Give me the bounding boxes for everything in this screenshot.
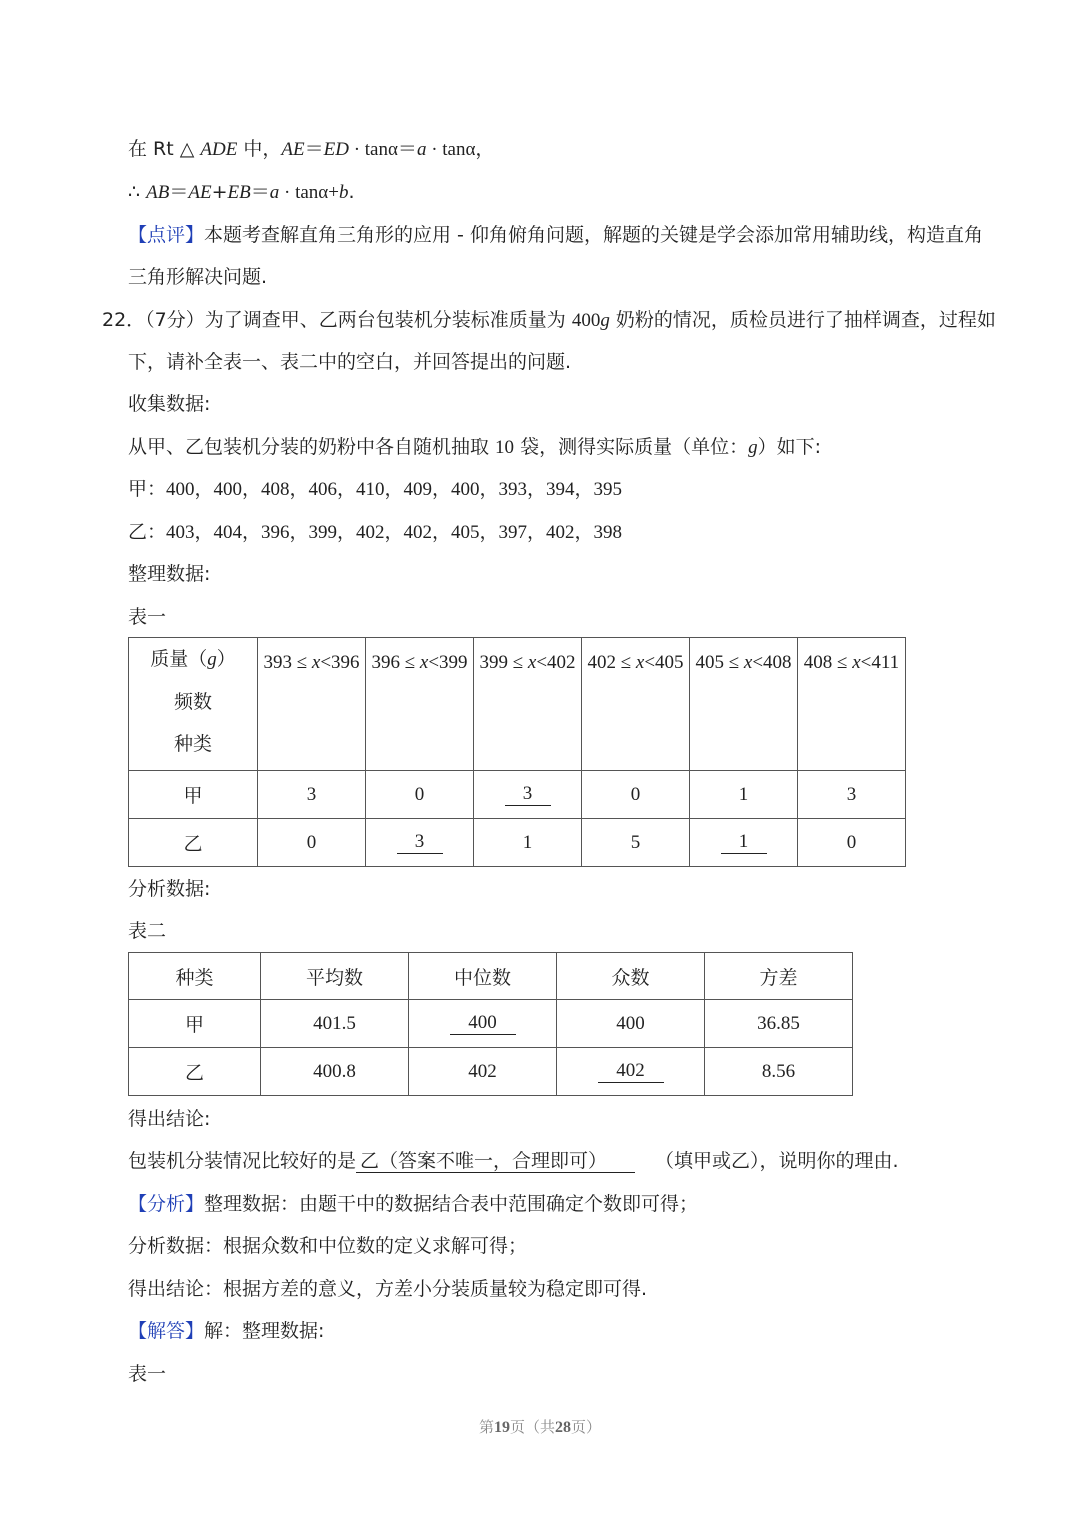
- table-row: [129, 771, 906, 819]
- table1-cell: 0: [366, 771, 474, 819]
- solution-table-title: 表一: [128, 1363, 167, 1385]
- collect-heading: 收集数据:: [128, 393, 211, 415]
- table1-cell: 0: [258, 819, 366, 867]
- table2-header: 种类: [129, 953, 261, 1000]
- table2-header: 平均数: [261, 953, 409, 1000]
- analysis-line-1: 【分析】整理数据：由题干中的数据结合表中范围确定个数即可得；: [128, 1193, 699, 1215]
- table1-range-header: 408 ≤ x<411: [798, 638, 906, 771]
- solution-line: 【解答】解：整理数据:: [128, 1320, 325, 1342]
- table1-cell: 1: [690, 771, 798, 819]
- table1-header-corner: 质量（g） 频数 种类: [129, 638, 258, 771]
- organize-heading: 整理数据:: [128, 563, 211, 585]
- table1-cell: 0: [582, 771, 690, 819]
- statistics-table: [128, 952, 853, 1096]
- sample-description: 从甲、乙包装机分装的奶粉中各自随机抽取 10 袋，测得实际质量（单位：g）如下:: [128, 436, 821, 458]
- table1-title: 表一: [128, 606, 167, 628]
- yi-data-line: 乙：403，404，396，399，402，402，405，397，402，398: [128, 521, 623, 543]
- jia-data-line: 甲：400，400，408，406，410，409，400，393，394，395: [128, 478, 623, 500]
- conclusion-heading: 得出结论:: [128, 1108, 211, 1130]
- table2-cell: 36.85: [705, 1000, 853, 1048]
- table1-cell-filled: 3: [474, 771, 582, 819]
- conclusion-answer: 乙（答案不唯一，合理即可）: [356, 1150, 635, 1173]
- page-footer: 第19页（共28页）: [478, 1419, 602, 1436]
- table1-range-header: 393 ≤ x<396: [258, 638, 366, 771]
- analysis-line-2: 分析数据：根据众数和中位数的定义求解可得；: [128, 1235, 528, 1257]
- table2-row-label: 乙: [129, 1048, 261, 1096]
- table1-row-label: 乙: [129, 819, 258, 867]
- table2-row-label: 甲: [129, 1000, 261, 1048]
- table2-header: 众数: [557, 953, 705, 1000]
- text-line-ab-result: ∴ AB＝AE+EB＝a · tanα+b.: [128, 181, 355, 203]
- question-22-line-2: 下，请补全表一、表二中的空白，并回答提出的问题.: [128, 351, 572, 373]
- question-22-line-1: 22．（7分）为了调查甲、乙两台包装机分装标准质量为 400g 奶粉的情况，质检员进行了抽样调查，过程如: [102, 309, 996, 331]
- frequency-table: [128, 637, 906, 867]
- conclusion-line: 包装机分装情况比较好的是 乙（答案不唯一，合理即可） （填甲或乙），说明你的理由.: [128, 1150, 899, 1172]
- table2-cell: 400.8: [261, 1048, 409, 1096]
- analysis-line-3: 得出结论：根据方差的意义，方差小分装质量较为稳定即可得.: [128, 1278, 648, 1300]
- table2-cell: 400: [557, 1000, 705, 1048]
- table2-header: 中位数: [409, 953, 557, 1000]
- table1-cell: 0: [798, 819, 906, 867]
- text-line-rt-triangle: 在 Rt △ ADE 中，AE＝ED · tanα＝a · tanα，: [128, 138, 495, 160]
- table2-cell: 402: [409, 1048, 557, 1096]
- table1-range-header: 396 ≤ x<399: [366, 638, 474, 771]
- table2-header: 方差: [705, 953, 853, 1000]
- analyze-heading: 分析数据:: [128, 878, 211, 900]
- table-row: [129, 1048, 853, 1096]
- table2-cell: 8.56: [705, 1048, 853, 1096]
- table1-cell-filled: 1: [690, 819, 798, 867]
- review-line-1: 【点评】本题考查解直角三角形的应用 - 仰角俯角问题，解题的关键是学会添加常用辅助线，构造直角: [128, 224, 983, 246]
- table1-row-label: 甲: [129, 771, 258, 819]
- table2-cell-filled: 402: [557, 1048, 705, 1096]
- table-row: [129, 1000, 853, 1048]
- analysis-tag: 【分析】: [128, 1193, 205, 1215]
- review-line-2: 三角形解决问题.: [128, 266, 268, 288]
- table1-cell: 3: [258, 771, 366, 819]
- table2-cell-filled: 400: [409, 1000, 557, 1048]
- solution-tag: 【解答】: [128, 1320, 205, 1342]
- table1-cell: 1: [474, 819, 582, 867]
- table1-range-header: 399 ≤ x<402: [474, 638, 582, 771]
- table1-range-header: 402 ≤ x<405: [582, 638, 690, 771]
- table1-range-header: 405 ≤ x<408: [690, 638, 798, 771]
- table2-cell: 401.5: [261, 1000, 409, 1048]
- table2-title: 表二: [128, 920, 167, 942]
- review-tag: 【点评】: [128, 224, 205, 246]
- table1-cell: 5: [582, 819, 690, 867]
- table1-cell-filled: 3: [366, 819, 474, 867]
- table-row: [129, 819, 906, 867]
- table-header-row: [129, 953, 853, 1000]
- table1-cell: 3: [798, 771, 906, 819]
